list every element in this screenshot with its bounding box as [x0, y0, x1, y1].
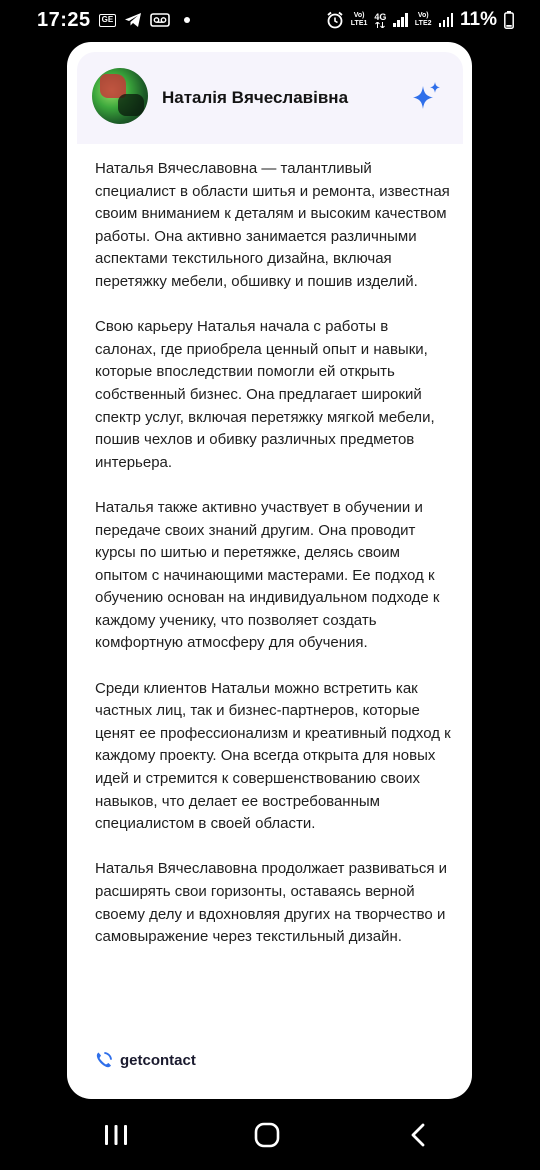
bio-paragraph-4: Среди клиентов Натальи можно встретить как частных лиц, так и бизнес-партнеров, которые ценят ее профессионализм и креативный подход к каждому проекту. Она всегда открыта для новых идей и стремится к совершенствованию своих навыков, что делает ее востребованным специалистом в своей области.: [95, 679, 451, 833]
alarm-icon: [326, 11, 344, 29]
sim2-label-bottom: LTE2: [414, 20, 432, 27]
bio-paragraph-3: Наталья также активно участвует в обучении и передаче своих знаний другим. Она проводит курсы по шитью и перетяжке, делясь своим опытом с начинающими мастерами. Ее подход к обучению основан на индивидуальном подходе к каждому ученику, что позволяет создать комфортную атмосферу для обучения.: [95, 498, 440, 652]
telegram-icon: [124, 12, 142, 28]
bio-paragraph-5: Наталья Вячеславовна продолжает развиваться и расширять свои горизонты, оставаясь верной своему делу и вдохновляя других на творчество и самовыражение через текстильный дизайн.: [95, 860, 448, 946]
sim1-label-top: Vo): [353, 12, 365, 19]
status-bar: [0, 0, 540, 40]
bio-paragraph-1: Наталья Вячеславовна — талантливый специалист в области шитья и ремонта, известная своим вниманием к деталям и высоким качеством работы. Она активно занимается различными аспектами текстильного дизайна, включая перетяжку мебели, обшивку и пошив изделий.: [95, 160, 450, 290]
voicemail-icon: [150, 13, 170, 27]
home-icon[interactable]: [254, 1122, 280, 1148]
back-icon[interactable]: [410, 1123, 426, 1147]
bio-text: [95, 158, 451, 971]
sim1-signal-icon: [393, 13, 408, 27]
recents-icon[interactable]: [104, 1124, 128, 1146]
getcontact-brand: [94, 1050, 196, 1070]
contact-card: [77, 52, 463, 1089]
battery-percent: 11%: [460, 9, 497, 30]
battery-icon: [504, 11, 514, 29]
sim2-label-top: Vo): [417, 12, 429, 19]
status-time: 17:25: [37, 8, 91, 31]
sparkle-icon[interactable]: [411, 80, 443, 112]
navigation-bar: [0, 1100, 540, 1170]
ge-badge-icon: GE: [99, 14, 117, 27]
sim2-volte-label: [415, 12, 432, 28]
status-right: [326, 9, 514, 31]
avatar[interactable]: [92, 68, 148, 124]
sim1-network-type: 4G: [374, 11, 387, 22]
sim1-network: [374, 13, 386, 28]
bio-paragraph-2: Свою карьеру Наталья начала с работы в салонах, где приобрела ценный опыт и навыки, которые впоследствии помогли ей открыть собственный бизнес. Она предлагает широкий спектр услуг, включая перетяжку мягкой мебели, пошив чехлов и обивку различных предметов интерьера.: [95, 318, 435, 471]
brand-name: getcontact: [120, 1051, 196, 1069]
sim1-volte-label: [351, 12, 368, 28]
getcontact-logo-icon: [94, 1050, 114, 1070]
sim1-label-bottom: LTE1: [350, 20, 368, 27]
contact-name: Наталія Вячеславівна: [162, 88, 349, 107]
data-arrows-icon: [375, 22, 385, 28]
dot-icon: [184, 17, 190, 23]
sim2-signal-icon: [439, 13, 454, 27]
card-header: [77, 52, 463, 144]
status-left: [37, 9, 190, 32]
